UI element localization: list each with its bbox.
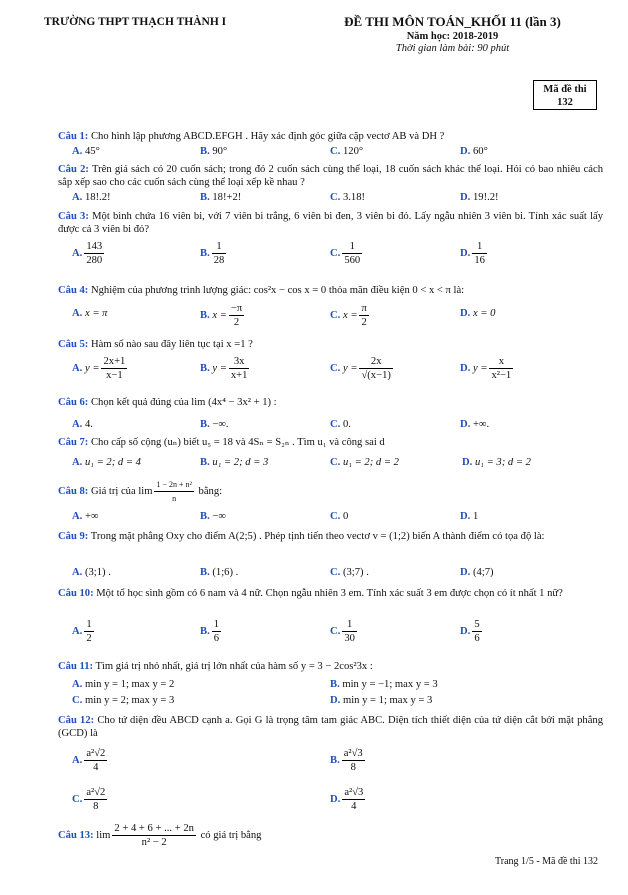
question-13: Câu 13: lim $\frac{2 + 4 + 6 + ... + 2n}{\text{n² − 2}}$ có giá trị bằng	[58, 823, 262, 848]
school-name: TRƯỜNG THPT THẠCH THÀNH I	[44, 16, 227, 28]
question-text: Trong mặt phẳng Oxy cho điểm A(2;5) . Phép tịnh tiến theo vectơ v = (1;2) biến A thành điểm có tọa độ là:	[90, 531, 545, 542]
option-c[interactable]: C. $\frac{\text{a²√2}}{8}$	[72, 787, 106, 812]
school-year: Năm học: 2018-2019	[406, 31, 499, 42]
question-5	[58, 338, 603, 351]
option-b[interactable]: B. 90°	[200, 146, 228, 157]
option-d[interactable]: D. (4;7)	[460, 567, 494, 578]
question-number: Câu 4:	[58, 285, 89, 296]
question-number: Câu 12:	[58, 715, 95, 726]
option-c[interactable]: C. x = $\frac{\pi}{2}$	[330, 303, 367, 328]
question-number: Câu 1:	[58, 131, 89, 142]
option-c[interactable]: C. 0.	[330, 419, 351, 430]
question-text: Nghiệm của phương trình lượng giác: cos²x − cos x = 0 thỏa mãn điều kiện 0 < x < π là:	[90, 285, 465, 296]
exam-title: ĐỀ THI MÔN TOÁN_KHỐI 11 (lần 3)	[344, 14, 561, 29]
option-d[interactable]: D. y = $\frac{x}{\text{x²−1}}$	[460, 356, 512, 381]
option-a[interactable]: A. x = π	[72, 308, 108, 319]
option-b[interactable]: B. x = $\frac{-\pi}{2}$	[200, 303, 243, 328]
question-text: Trên giá sách có 20 cuốn sách; trong đó 2 cuốn sách cùng thể loại, 18 cuốn sách khác thể loại. Hỏi có bao nhiêu cách sắp xếp sao cho các cuốn sách cùng thể loại xếp kề nhau ?	[58, 164, 603, 188]
option-b[interactable]: B. $\frac{1}{28}$	[200, 241, 225, 266]
question-1	[58, 130, 603, 143]
option-b[interactable]: B. $\frac{\text{a²√3}}{8}$	[330, 748, 363, 773]
option-d[interactable]: D. $\frac{\text{a²√3}}{4}$	[330, 787, 364, 812]
option-b[interactable]: B. (1;6) .	[200, 567, 239, 578]
option-a[interactable]: A. $\frac{\text{a²√2}}{4}$	[72, 748, 106, 773]
question-number: Câu 8:	[58, 485, 89, 497]
option-a[interactable]: A. $\frac{143}{280}$	[72, 241, 103, 266]
option-d[interactable]: D. 60°	[460, 146, 488, 157]
option-a[interactable]: A. 45°	[72, 146, 100, 157]
option-b[interactable]: B. −∞.	[200, 419, 229, 430]
question-text: Chọn kết quả đúng của lim (4x⁴ − 3x² + 1) :	[90, 397, 277, 408]
question-8: Câu 8: Giá trị của lim $\frac{\text{1 − 2n + n²}}{n}$ bằng:	[58, 480, 223, 503]
question-number: Câu 11:	[58, 661, 94, 672]
question-6	[58, 396, 603, 409]
question-number: Câu 3:	[58, 211, 89, 222]
option-c[interactable]: C. $\frac{1}{560}$	[330, 241, 361, 266]
option-c[interactable]: C. 0	[330, 511, 349, 522]
option-b[interactable]: B. −∞	[200, 511, 226, 522]
question-text: Cho cấp số cộng (uₙ) biết u₅ = 18 và 4Sₙ = S₂ₙ . Tìm u₁ và công sai d	[90, 437, 385, 448]
option-a[interactable]: A. u₁ = 2; d = 4	[72, 457, 141, 468]
exam-time: Thời gian làm bài: 90 phút	[395, 43, 510, 54]
option-d[interactable]: D. min y = 1; max y = 3	[330, 695, 433, 706]
question-text: Hàm số nào sau đây liên tục tại x =1 ?	[90, 339, 253, 350]
question-number: Câu 5:	[58, 339, 89, 350]
option-c[interactable]: C. min y = 2; max y = 3	[72, 695, 175, 706]
option-a[interactable]: A. 18!.2!	[72, 192, 111, 203]
option-d[interactable]: D. +∞.	[460, 419, 490, 430]
question-10	[58, 587, 603, 600]
question-number: Câu 2:	[58, 164, 89, 175]
option-a[interactable]: A. $\frac{1}{2}$	[72, 619, 92, 644]
question-9	[58, 530, 603, 543]
option-b[interactable]: B. min y = −1; max y = 3	[330, 679, 438, 690]
option-c[interactable]: C. u₁ = 2; d = 2	[330, 457, 399, 468]
question-number: Câu 7:	[58, 437, 89, 448]
question-2	[58, 163, 603, 189]
option-d[interactable]: D. 19!.2!	[460, 192, 499, 203]
question-text: Một tổ học sinh gồm có 6 nam và 4 nữ. Chọn ngẫu nhiên 3 em. Tính xác suất 3 em được chọn có ít nhất 1 nữ?	[96, 588, 563, 599]
question-number: Câu 13:	[58, 829, 94, 841]
option-a[interactable]: A. y = $\frac{2x+1}{x-1}$	[72, 356, 126, 381]
exam-code-value: 132	[557, 97, 573, 108]
question-11	[58, 660, 603, 673]
option-b[interactable]: B. $\frac{1}{6}$	[200, 619, 220, 644]
option-c[interactable]: C. y = $\frac{2x}{√(x-1)}$	[330, 356, 391, 381]
option-a[interactable]: A. 4.	[72, 419, 93, 430]
option-c[interactable]: C. $\frac{1}{30}$	[330, 619, 355, 644]
option-c[interactable]: C. 3.18!	[330, 192, 366, 203]
question-number: Câu 10:	[58, 588, 94, 599]
option-b[interactable]: B. y = $\frac{3x}{x+1}$	[200, 356, 248, 381]
option-d[interactable]: D. u₁ = 3; d = 2	[462, 457, 531, 468]
question-text: Cho tứ diện đều ABCD cạnh a. Gọi G là trọng tâm tam giác ABC. Diện tích thiết diện của tứ diện cắt bởi mặt phẳng (GCD) là	[58, 715, 604, 739]
option-a[interactable]: A. +∞	[72, 511, 99, 522]
option-c[interactable]: C. 120°	[330, 146, 364, 157]
option-d[interactable]: D. $\frac{1}{16}$	[460, 241, 485, 266]
question-text: Tìm giá trị nhỏ nhất, giá trị lớn nhất của hàm số y = 3 − 2cos²3x :	[95, 661, 373, 672]
option-d[interactable]: D. $\frac{5}{6}$	[460, 619, 480, 644]
option-a[interactable]: A. (3;1) .	[72, 567, 111, 578]
page-footer: Trang 1/5 - Mã đề thi 132	[495, 856, 598, 867]
option-b[interactable]: B. u₁ = 2; d = 3	[200, 457, 269, 468]
option-c[interactable]: C. (3;7) .	[330, 567, 369, 578]
exam-code-label: Mã đề thi	[543, 84, 587, 95]
option-d[interactable]: D. 1	[460, 511, 479, 522]
question-number: Câu 9:	[58, 531, 89, 542]
question-3	[58, 210, 603, 236]
option-d[interactable]: D. x = 0	[460, 308, 496, 319]
exam-code-box	[533, 80, 597, 110]
question-12	[58, 714, 603, 740]
question-4	[58, 284, 603, 297]
question-7	[58, 436, 603, 449]
question-number: Câu 6:	[58, 397, 89, 408]
question-text: Một bình chứa 16 viên bi, với 7 viên bi trắng, 6 viên bi đen, 3 viên bi đỏ. Lấy ngẫu nhiên 3 viên bi. Tính xác suất lấy được cả 3 viên bi đỏ?	[58, 211, 604, 235]
exam-header	[310, 14, 595, 54]
option-b[interactable]: B. 18!+2!	[200, 192, 242, 203]
question-text: Cho hình lập phương ABCD.EFGH . Hãy xác định góc giữa cặp vectơ AB và DH ?	[90, 131, 445, 142]
option-a[interactable]: A. min y = 1; max y = 2	[72, 679, 175, 690]
